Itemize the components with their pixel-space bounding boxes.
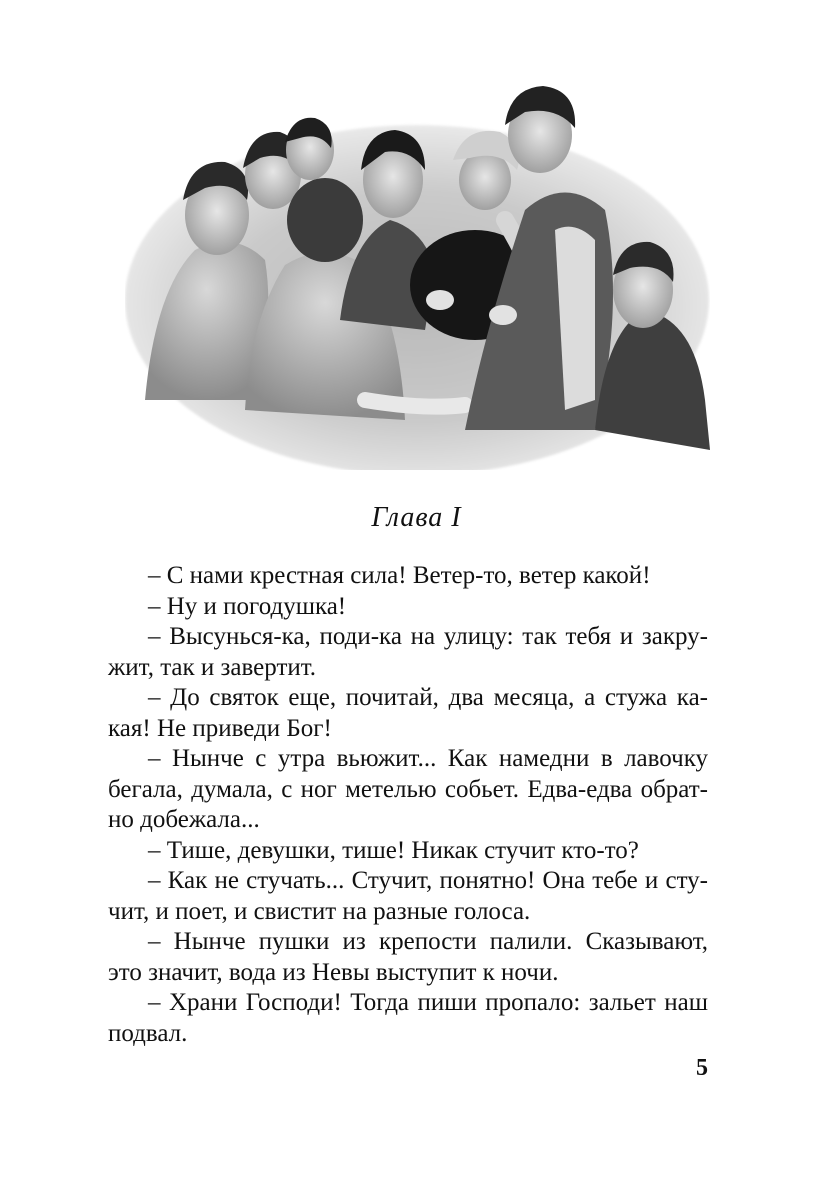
text-line: – До святок еще, почитай, два месяца, а стужа ка- [148,684,708,711]
chapter-illustration [125,70,710,470]
text-line: – Нынче пушки из крепости палили. Сказывают, [148,928,708,955]
text-line: – Высунься-ка, поди-ка на улицу: так тебя и закру- [148,623,708,650]
text-line: – Тише, девушки, тише! Никак стучит кто-то? [148,836,639,864]
text-line: – Ну и погодушка! [148,592,347,620]
text-line: подвал. [108,1019,188,1047]
text-line: бегала, думала, с ног метелью собьет. Едва-едва обрат- [108,775,708,803]
text-line: – Нынче с утра вьюжит... Как намедни в лавочку [148,745,708,772]
chapter-title: Глава I [371,502,462,533]
text-line: кая! Не приведи Бог! [108,714,332,742]
text-line: но добежала... [108,806,260,833]
text-line: жит, так и завертит. [108,653,317,681]
text-line: это значит, вода из Невы выступит к ночи. [108,958,559,986]
text-line: чит, и поет, и свистит на разные голоса. [108,897,531,925]
text-line: – Храни Господи! Тогда пиши пропало: зальет наш [148,989,708,1016]
text-line: – С нами крестная сила! Ветер-то, ветер какой! [148,562,651,589]
text-line: – Как не стучать... Стучит, понятно! Она тебе и сту- [148,867,708,894]
page-number: 5 [696,1055,708,1081]
body-text [108,561,708,1049]
